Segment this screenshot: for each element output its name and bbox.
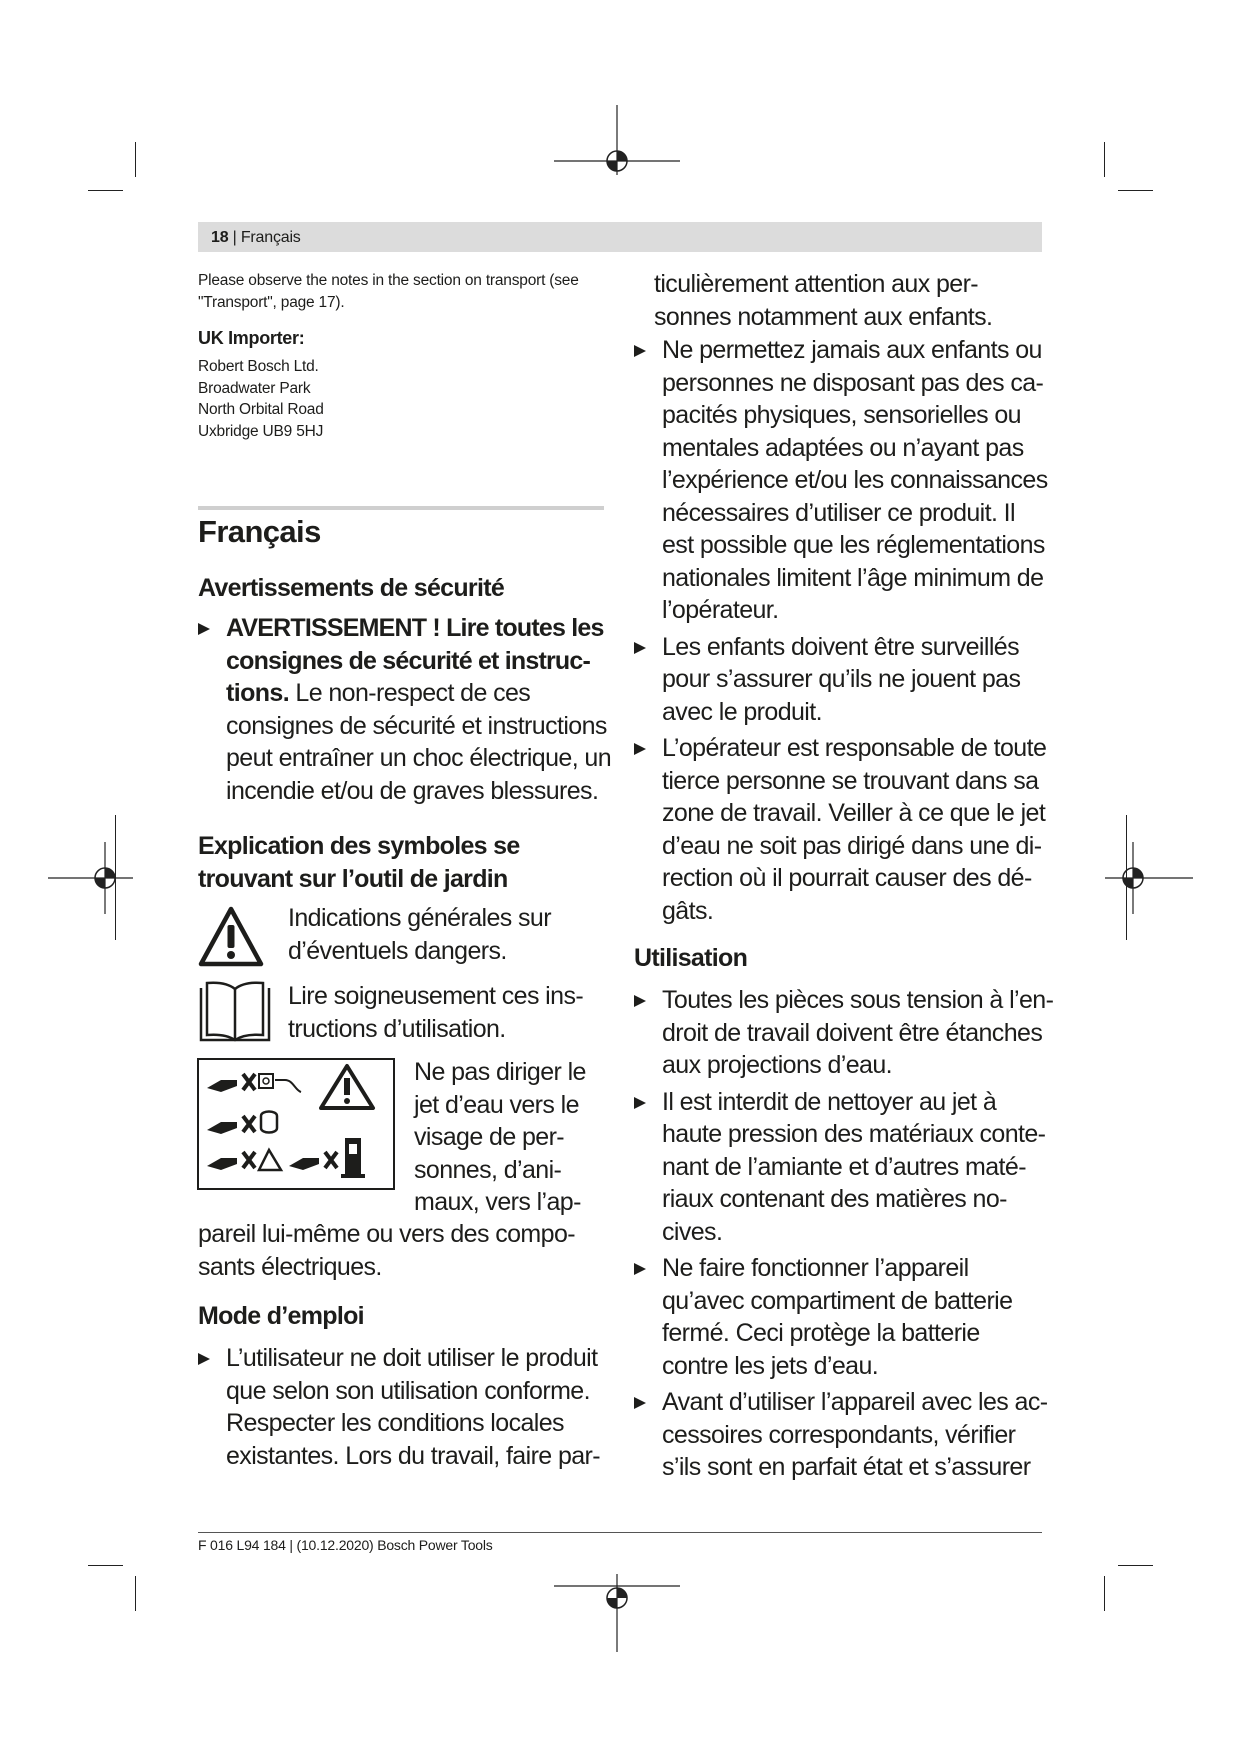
safety-heading: Avertissements de sécurité xyxy=(198,574,505,602)
bullet-line: Respecter les conditions locales xyxy=(226,1409,564,1437)
bullet-line: nécessaires d’utiliser ce produit. Il xyxy=(662,498,1015,527)
bullet-line: est possible que les réglementations xyxy=(662,531,1045,559)
bullet-item xyxy=(198,612,618,807)
bullet-line: Les enfants doivent être surveillés xyxy=(662,632,1019,661)
symbol-line: Lire soigneusement ces ins- xyxy=(288,982,584,1010)
warning-bold-line: consignes de sécurité et instruc- xyxy=(226,646,590,675)
bullet-line: Ne permettez jamais aux enfants ou xyxy=(662,336,1042,364)
symbol-line: tructions d’utilisation. xyxy=(288,1014,506,1043)
mode-bullet xyxy=(198,1342,618,1472)
bullet-line: avec le produit. xyxy=(662,697,822,726)
symbol-line: jet d’eau vers le xyxy=(414,1090,579,1119)
bullet-line: rection où il pourrait causer des dé- xyxy=(662,864,1032,892)
bullet-arrow-icon xyxy=(634,1263,646,1275)
symbol-line: Ne pas diriger le xyxy=(414,1058,586,1086)
address-line: Uxbridge UB9 5HJ xyxy=(198,422,324,440)
bullet-line: contre les jets d’eau. xyxy=(662,1351,879,1380)
section-title: Français xyxy=(198,514,321,549)
warning-bold-line: AVERTISSEMENT ! Lire toutes les xyxy=(226,614,604,642)
footer-rule xyxy=(198,1532,1042,1533)
bullet-item xyxy=(634,631,1054,729)
manual-book-icon xyxy=(197,980,273,1044)
warning-line: peut entraîner un choc électrique, un xyxy=(226,744,612,772)
warning-triangle-icon xyxy=(198,906,264,968)
bullet-arrow-icon xyxy=(634,642,646,654)
bullet-arrow-icon xyxy=(634,1397,646,1409)
bullet-line: droit de travail doivent être étanches xyxy=(662,1018,1043,1047)
symbols-heading xyxy=(198,830,520,895)
symbol-line: sants électriques. xyxy=(198,1252,382,1281)
address-line: Broadwater Park xyxy=(198,379,311,397)
bullet-line: Il est interdit de nettoyer au jet à xyxy=(662,1087,997,1116)
registration-target-left xyxy=(48,842,138,914)
bullet-item xyxy=(634,334,1054,627)
bullet-line: cessoires correspondants, vérifier xyxy=(662,1420,1016,1449)
bullet-item xyxy=(634,1386,1054,1484)
symbol-1-text xyxy=(288,902,551,967)
bullet-arrow-icon xyxy=(634,743,646,755)
bullet-line: Ne faire fonctionner l’appareil xyxy=(662,1254,969,1282)
right-continuation xyxy=(654,268,992,333)
page-footer: F 016 L94 184 | (10.12.2020) Bosch Power Tools xyxy=(198,1537,493,1553)
bullet-line: personnes ne disposant pas des ca- xyxy=(662,368,1044,397)
bullet-line: gâts. xyxy=(662,896,714,925)
bullet-item xyxy=(634,984,1054,1082)
bullet-line: cives. xyxy=(662,1217,723,1246)
registration-target-bottom xyxy=(552,1574,682,1654)
importer-address xyxy=(198,356,324,442)
symbol-3-continuation xyxy=(198,1218,575,1283)
bullet-item xyxy=(634,1086,1054,1249)
symbols-heading-line: trouvant sur l’outil de jardin xyxy=(198,864,508,893)
transport-note: Please observe the notes in the section on transport (see "Transport", page 17). xyxy=(198,272,579,311)
bullet-item xyxy=(198,1342,618,1472)
page-number: 18 xyxy=(211,229,229,246)
bullet-item xyxy=(634,732,1054,927)
right-bullets-1 xyxy=(634,334,1054,927)
bullet-line: Toutes les pièces sous tension à l’en- xyxy=(662,986,1054,1014)
bullet-line: aux projections d’eau. xyxy=(662,1051,893,1079)
bullet-line: qu’avec compartiment de batterie xyxy=(662,1286,1013,1315)
symbol-line: Indications générales sur xyxy=(288,904,551,932)
bullet-line: L’utilisateur ne doit utiliser le produit xyxy=(226,1344,598,1372)
bullet-line: pacités physiques, sensorielles ou xyxy=(662,401,1021,429)
warning-text: Le non-respect de ces xyxy=(289,679,531,707)
bullet-line: mentales adaptées ou n’ayant pas xyxy=(662,433,1024,462)
page-header-bar xyxy=(198,222,1042,252)
warning-line: incendie et/ou de graves blessures. xyxy=(226,776,599,805)
right-bullets-2 xyxy=(634,984,1054,1484)
bullet-arrow-icon xyxy=(198,1353,210,1365)
symbol-line: d’éventuels dangers. xyxy=(288,936,507,965)
bullet-arrow-icon xyxy=(634,1097,646,1109)
bullet-line: haute pression des matériaux conte- xyxy=(662,1120,1046,1148)
registration-target-right xyxy=(1105,842,1195,914)
bullet-line: s’ils sont en parfait état et s’assurer xyxy=(662,1453,1031,1481)
mode-heading: Mode d’emploi xyxy=(198,1302,364,1330)
bullet-line: existantes. Lors du travail, faire par- xyxy=(226,1441,601,1470)
symbol-line: maux, vers l’ap- xyxy=(414,1188,581,1216)
bullet-arrow-icon xyxy=(198,623,210,635)
bullet-arrow-icon xyxy=(634,345,646,357)
symbol-line: visage de per- xyxy=(414,1123,565,1151)
registration-target-top xyxy=(552,105,682,185)
text-line: ticulièrement attention aux per- xyxy=(654,270,979,298)
importer-heading: UK Importer: xyxy=(198,328,305,348)
bullet-item xyxy=(634,1252,1054,1382)
water-jet-warning-icon xyxy=(197,1058,395,1190)
header-language: Français xyxy=(240,229,301,246)
page-header: 18 | Français xyxy=(211,229,301,246)
address-line: Robert Bosch Ltd. xyxy=(198,358,319,375)
warning-bold-end: tions. xyxy=(226,679,290,707)
bullet-line: nant de l’amiante et d’autres maté- xyxy=(662,1152,1026,1181)
symbols-heading-line: Explication des symboles se xyxy=(198,832,520,860)
bullet-line: tierce personne se trouvant dans sa xyxy=(662,766,1039,795)
use-heading: Utilisation xyxy=(634,944,748,972)
bullet-line: L’opérateur est responsable de toute xyxy=(662,734,1047,762)
bullet-arrow-icon xyxy=(634,995,646,1007)
bullet-line: Avant d’utiliser l’appareil avec les ac- xyxy=(662,1388,1048,1416)
warning-line: consignes de sécurité et instructions xyxy=(226,711,607,740)
bullet-line: nationales limitent l’âge minimum de xyxy=(662,563,1044,592)
bullet-line: d’eau ne soit pas dirigé dans une di- xyxy=(662,831,1042,860)
bullet-line: zone de travail. Veiller à ce que le jet xyxy=(662,799,1046,827)
symbol-3-text xyxy=(414,1056,586,1219)
symbol-line: sonnes, d’ani- xyxy=(414,1155,562,1184)
bullet-line: l’opérateur. xyxy=(662,596,779,624)
bullet-line: pour s’assurer qu’ils ne jouent pas xyxy=(662,665,1021,693)
bullet-line: riaux contenant des matières no- xyxy=(662,1185,1007,1213)
address-line: North Orbital Road xyxy=(198,401,324,418)
symbol-2-text xyxy=(288,980,583,1045)
bullet-line: fermé. Ceci protège la batterie xyxy=(662,1319,980,1347)
section-divider xyxy=(198,506,604,510)
bullet-line: que selon son utilisation conforme. xyxy=(226,1376,590,1405)
symbol-line: pareil lui-même ou vers des compo- xyxy=(198,1220,575,1248)
bullet-line: l’expérience et/ou les connaissances xyxy=(662,466,1048,494)
text-line: sonnes notamment aux enfants. xyxy=(654,302,993,331)
warning-block xyxy=(198,612,618,807)
